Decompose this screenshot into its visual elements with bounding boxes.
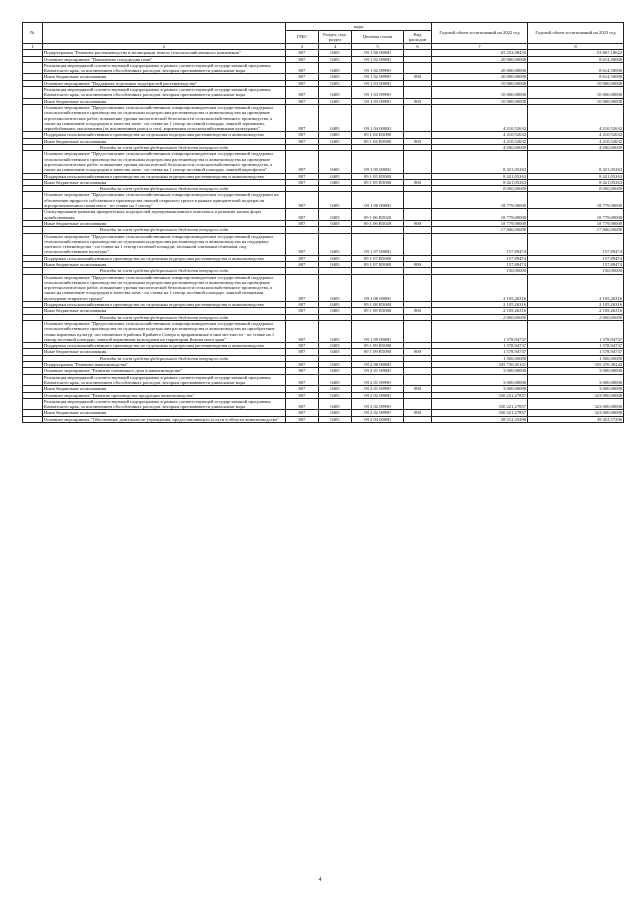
section-cell: 0405 [319,138,352,144]
target-cell: 09 1 09 R5080 [352,343,404,349]
table-row [23,209,624,221]
amount-2022-cell: 4 210,52632 [432,104,528,131]
grbs-cell: 807 [286,349,319,355]
amount-2023-cell: 335 470,30244 [528,362,624,368]
table-row [23,62,624,74]
row-name-cell: Расходы за счет средств федерального бюджета текущего года [43,355,286,361]
target-cell: 09 1 02 09990 [352,62,404,74]
row-name-cell: Подпрограмма "Развитие растениеводства и мелиорации земель сельскохозяйственного назначения" [43,50,286,56]
amount-2022-cell: 1 578,94737 [432,343,528,349]
amount-2022-cell: 17 840,05000 [432,227,528,233]
type-cell [404,374,432,386]
target-cell: 09 1 07 00000 [352,233,404,255]
type-cell: 800 [404,410,432,416]
grbs-cell: 807 [286,274,319,301]
amount-2023-cell: 4 210,52632 [528,138,624,144]
row-name-cell: Расходы за счет средств федерального бюджета текущего года [43,145,286,151]
target-cell: 09 1 08 R5080 [352,308,404,314]
section-cell: 0405 [319,80,352,86]
grbs-cell: 807 [286,261,319,267]
section-cell: 0405 [319,343,352,349]
amount-2023-cell: 10 000,00000 [528,80,624,86]
type-cell: 800 [404,220,432,226]
grbs-cell: 807 [286,220,319,226]
row-name-cell: Основное мероприятие "Обеспечение деятельности учреждения, предоставляющего услуги в области животноводства" [43,416,286,422]
target-cell: 09 1 05 R5080 [352,179,404,185]
amount-2022-cell: 2 105,26316 [432,302,528,308]
table-row [23,320,624,342]
target-cell: 09 2 02 09990 [352,398,404,410]
amount-2022-cell: 18 779,00000 [432,220,528,226]
amount-2023-cell: 1 500,00000 [528,355,624,361]
table-header [23,23,624,50]
header-grbs: ГРБС [286,31,319,44]
amount-2023-cell: 3 000,00000 [528,374,624,386]
target-cell: 09 2 01 09990 [352,386,404,392]
grbs-cell: 807 [286,56,319,62]
header-year-2023: Годовой объем ассигнований на 2023 год [528,23,624,44]
row-name-cell: Иные бюджетные ассигнования [43,220,286,226]
target-cell: 09 1 03 09990 [352,87,404,99]
grbs-cell: 807 [286,87,319,99]
section-cell: 0405 [319,209,352,221]
amount-2023-cell: 39 452,57296 [528,416,624,422]
amount-2023-cell: 1 578,94737 [528,343,624,349]
amount-2023-cell: 323 000,00000 [528,410,624,416]
grbs-cell: 807 [286,151,319,173]
amount-2023-cell: 8 000,00000 [528,186,624,192]
amount-2023-cell: 2 105,26316 [528,274,624,301]
grbs-cell: 807 [286,74,319,80]
row-number-cell [23,192,43,209]
header-num: 3 [286,44,319,50]
grbs-cell: 807 [286,374,319,386]
target-cell: 09 1 06 R5020 [352,220,404,226]
target-cell: 09 1 09 R5080 [352,349,404,355]
header-type: Вид расходов [404,31,432,44]
row-name-cell: Стимулирование развития приоритетных подотраслей агропромышленного комплекса и развитие малых форм хозяйствования [43,209,286,221]
grbs-cell: 807 [286,343,319,349]
section-cell: 0405 [319,62,352,74]
amount-2022-cell: 1 578,94737 [432,349,528,355]
amount-2022-cell: 3 000,00000 [432,386,528,392]
grbs-cell: 807 [286,255,319,261]
amount-2022-cell: 157,89474 [432,233,528,255]
type-cell [404,274,432,301]
target-cell: 09 1 00 00000 [352,50,404,56]
amount-2023-cell: 18 779,00000 [528,192,624,209]
header-num: 8 [528,44,624,50]
amount-2023-cell: 323 000,00000 [528,398,624,410]
row-name-cell: Иные бюджетные ассигнования [43,98,286,104]
amount-2022-cell: 2 105,26316 [432,274,528,301]
section-cell: 0405 [319,98,352,104]
amount-2023-cell: 8 614,50000 [528,62,624,74]
row-number-cell [23,233,43,255]
table-row [23,87,624,99]
target-cell: 09 1 02 09990 [352,74,404,80]
target-cell: 09 2 02 09990 [352,410,404,416]
amount-2023-cell: 323 000,00000 [528,392,624,398]
row-name-cell: Иные бюджетные ассигнования [43,308,286,314]
section-cell: 0405 [319,320,352,342]
amount-2022-cell: 150,00000 [432,268,528,274]
section-cell: 0405 [319,308,352,314]
amount-2023-cell: 10 000,00000 [528,98,624,104]
amount-2023-cell: 2 105,26316 [528,302,624,308]
grbs-cell: 807 [286,138,319,144]
table-row [23,374,624,386]
amount-2022-cell: 330 221,27857 [432,392,528,398]
row-name-cell: Основное мероприятие "Предоставление сельскохозяйственным товаропроизводителям государственной поддержки сельскохозяйственного производства по отдельным подотраслям растениеводства и животноводства на проведение агротехнологических работ, повышение уровня экологической безопасности сельскохозяйственного производства, а также на повышение плодородия и качества почв - по ставке на 1 гектар посевной площади, занятой зерновыми, зернобобовыми, масличными (за исключением рапса и сои), кормовыми сельскохозяйственными культурами" [43,104,286,131]
amount-2022-cell: 4 210,52632 [432,138,528,144]
section-cell: 0405 [319,368,352,374]
amount-2023-cell: 1 578,94737 [528,349,624,355]
target-cell: 09 1 06 R5020 [352,209,404,221]
section-cell: 0405 [319,220,352,226]
table-row [23,233,624,255]
row-name-cell: Основное мероприятие "Предоставление сельскохозяйственным товаропроизводителям государственной поддержки сельскохозяйственного производства по отдельным подотраслям растениеводства и животноводства на проведение агротехнологических работ, повышение уровня экологической безопасности сельскохозяйственного производства, а также на повышение плодородия и качества почв - по ставке на 1 гектар посевной площади, занятой картофелем" [43,151,286,173]
section-cell: 0405 [319,233,352,255]
table-row [23,274,624,301]
row-name-cell: Основное мероприятие "Повышение плодородия почв" [43,56,286,62]
target-cell: 09 2 01 09990 [352,374,404,386]
grbs-cell: 807 [286,233,319,255]
grbs-cell: 807 [286,308,319,314]
row-name-cell: Основное мероприятие "Развитие племенного дела в животноводстве" [43,368,286,374]
amount-2022-cell: 1 500,00000 [432,355,528,361]
row-number-cell [23,320,43,342]
target-cell: 09 1 07 R5080 [352,255,404,261]
amount-2022-cell: 8 421,05263 [432,151,528,173]
grbs-cell: 807 [286,392,319,398]
amount-2023-cell: 3 000,00000 [528,368,624,374]
header-num: 5 [352,44,404,50]
type-cell [404,416,432,422]
header-num: 6 [404,44,432,50]
header-codes: коды [286,23,432,31]
row-name-cell: Иные бюджетные ассигнования [43,386,286,392]
section-cell: 0405 [319,87,352,99]
amount-2022-cell: 157,89474 [432,261,528,267]
section-cell: 0405 [319,416,352,422]
amount-2023-cell: 53 867,18622 [528,50,624,56]
table-row [23,192,624,209]
amount-2022-cell: 65 252,08433 [432,50,528,56]
grbs-cell: 807 [286,132,319,138]
amount-2023-cell: 2 105,26316 [528,308,624,314]
type-cell [404,87,432,99]
amount-2023-cell: 4 210,52632 [528,104,624,131]
section-cell: 0405 [319,362,352,368]
type-cell [404,209,432,221]
row-name-cell: Иные бюджетные ассигнования [43,74,286,80]
amount-2022-cell: 345 750,45101 [432,362,528,368]
row-name-cell: Поддержка сельскохозяйственного производства по отдельным подотраслям растениеводства и животноводства [43,255,286,261]
grbs-cell: 807 [286,50,319,56]
section-cell: 0405 [319,151,352,173]
section-cell: 0405 [319,192,352,209]
row-name-cell: Поддержка сельскохозяйственного производства по отдельным подотраслям растениеводства и животноводства [43,302,286,308]
grbs-cell: 807 [286,173,319,179]
amount-2022-cell: 8 000,00000 [432,186,528,192]
grbs-cell: 807 [286,386,319,392]
amount-2023-cell: 2 000,00000 [528,314,624,320]
grbs-cell: 807 [286,320,319,342]
row-number-cell [23,209,43,221]
section-cell: 0405 [319,392,352,398]
grbs-cell: 807 [286,410,319,416]
row-name-cell: Основное мероприятие "Предоставление сельскохозяйственным товаропроизводителям государственной поддержки сельскохозяйственного производства по отдельным подотраслям растениеводства и животноводства на проведение агротехнологических работ, повышение уровня экологической безопасности сельскохозяйственного производства, а также на повышение плодородия и качества почв - по ставке на 1 гектар посевной площади, занятой овощными культурами открытого грунта" [43,274,286,301]
row-name-cell: Основное мероприятие "Предоставление сельскохозяйственным товаропроизводителям государственной поддержки сельскохозяйственного производства по отдельным подотраслям растениеводства и животноводства на поддержку элитного семеноводства - по ставке на 1 гектар посевной площади, засеянной элитными семенами, под сельскохозяйственные культуры" [43,233,286,255]
type-cell [404,104,432,131]
header-target: Целевая статья [352,31,404,44]
section-cell: 0405 [319,255,352,261]
target-cell: 09 1 06 00000 [352,192,404,209]
type-cell: 800 [404,98,432,104]
row-name-cell: Расходы за счет средств федерального бюджета текущего года [43,186,286,192]
amount-2022-cell: 8 421,05263 [432,173,528,179]
amount-2022-cell: 10 000,00000 [432,80,528,86]
amount-2022-cell: 3 000,00000 [432,368,528,374]
row-number-cell [23,374,43,386]
row-number-cell [23,416,43,422]
grbs-cell: 807 [286,179,319,185]
amount-2022-cell: 330 221,27857 [432,410,528,416]
row-number-cell [23,87,43,99]
row-name-cell: Реализация мероприятий соответствующей подпрограммы в рамках соответствующей государственной программы Камчатского края, за исключением обособленных расходов, которым присваиваются уникальные коды [43,87,286,99]
target-cell: 09 2 01 00000 [352,368,404,374]
grbs-cell: 807 [286,416,319,422]
row-name-cell: Расходы за счет средств федерального бюджета текущего года [43,268,286,274]
row-name-cell: Основное мероприятие "Развитие производства продукции животноводства" [43,392,286,398]
row-name-cell: Основное мероприятие "Предоставление сельскохозяйственным товаропроизводителям государственной поддержки сельскохозяйственного производства по отдельным подотраслям растениеводства и животноводства на приобретение семян кормовых культур, поставляемых в районы Крайнего Севера и приравненные к ним местности - по ставке на 1 гектар посевной площади, занятой кормовыми культурами на территории Камчатского края" [43,320,286,342]
amount-2023-cell: 157,89474 [528,255,624,261]
row-number-cell [23,274,43,301]
row-name-cell: Поддержка сельскохозяйственного производства по отдельным подотраслям растениеводства и животноводства [43,132,286,138]
grbs-cell: 807 [286,302,319,308]
amount-2022-cell: 157,89474 [432,255,528,261]
row-name-cell: Иные бюджетные ассигнования [43,410,286,416]
section-cell: 0405 [319,104,352,131]
target-cell: 09 1 05 R5080 [352,173,404,179]
type-cell: 800 [404,138,432,144]
target-cell: 09 2 02 00000 [352,392,404,398]
target-cell: 09 1 09 00000 [352,320,404,342]
type-cell [404,62,432,74]
target-cell: 09 1 02 00000 [352,56,404,62]
grbs-cell: 807 [286,398,319,410]
grbs-cell: 807 [286,98,319,104]
amount-2023-cell: 8 421,05263 [528,151,624,173]
table-row [23,398,624,410]
target-cell: 09 1 04 R5080 [352,138,404,144]
grbs-cell: 807 [286,192,319,209]
amount-2023-cell: 1 578,94737 [528,320,624,342]
section-cell: 0405 [319,349,352,355]
table-row [23,416,624,422]
amount-2022-cell: 20 000,00000 [432,56,528,62]
type-cell [404,398,432,410]
table-row [23,151,624,173]
amount-2022-cell: 4 210,52632 [432,132,528,138]
table-body [23,50,624,423]
amount-2023-cell: 4 000,00000 [528,145,624,151]
amount-2022-cell: 1 578,94737 [432,320,528,342]
amount-2022-cell: 8 421,05263 [432,179,528,185]
row-name-cell: Иные бюджетные ассигнования [43,138,286,144]
grbs-cell: 807 [286,209,319,221]
amount-2022-cell: 10 000,00000 [432,98,528,104]
amount-2023-cell: 150,00000 [528,268,624,274]
grbs-cell: 807 [286,80,319,86]
section-cell: 0405 [319,386,352,392]
row-name-cell: Основное мероприятие "Предоставление сельскохозяйственным товаропроизводителям государственной поддержки на обеспечение прироста собственного производства овощей открытого грунта в рамках приоритетной подотрасли агропромышленного комплекса - по ставке на 1 гектар" [43,192,286,209]
section-cell: 0405 [319,410,352,416]
amount-2023-cell: 8 614,50000 [528,56,624,62]
amount-2023-cell: 18 779,00000 [528,209,624,221]
row-name-cell: Иные бюджетные ассигнования [43,349,286,355]
row-name-cell: Основное мероприятие "Поддержка отдельных подотраслей растениеводства" [43,80,286,86]
amount-2022-cell: 330 221,27857 [432,398,528,410]
target-cell: 09 2 00 00000 [352,362,404,368]
header-year-2022: Годовой объем ассигнований на 2022 год [432,23,528,44]
amount-2023-cell: 8 614,50000 [528,74,624,80]
amount-2022-cell: 38 512,33298 [432,416,528,422]
amount-2022-cell: 2 000,00000 [432,314,528,320]
row-number-cell [23,104,43,131]
amount-2022-cell: 10 000,00000 [432,87,528,99]
amount-2023-cell: 4 210,52632 [528,132,624,138]
header-num: 7 [432,44,528,50]
section-cell: 0405 [319,398,352,410]
grbs-cell: 807 [286,62,319,74]
row-name-cell: Иные бюджетные ассигнования [43,261,286,267]
amount-2022-cell: 20 000,00000 [432,74,528,80]
row-name-cell: Реализация мероприятий соответствующей подпрограммы в рамках соответствующей государственной программы Камчатского края, за исключением обособленных расходов, которым присваиваются уникальные коды [43,374,286,386]
amount-2023-cell: 10 000,00000 [528,87,624,99]
target-cell: 09 1 04 R5080 [352,132,404,138]
section-cell: 0405 [319,50,352,56]
target-cell: 09 1 08 00000 [352,274,404,301]
row-number-cell [23,398,43,410]
amount-2022-cell: 2 105,26316 [432,308,528,314]
amount-2023-cell: 157,89474 [528,233,624,255]
target-cell: 09 1 03 00000 [352,80,404,86]
type-cell: 800 [404,308,432,314]
type-cell: 800 [404,386,432,392]
section-cell: 0405 [319,179,352,185]
row-name-cell: Реализация мероприятий соответствующей подпрограммы в рамках соответствующей государственной программы Камчатского края, за исключением обособленных расходов, которым присваиваются уникальные коды [43,62,286,74]
section-cell: 0405 [319,173,352,179]
type-cell: 800 [404,179,432,185]
header-num: 1 [23,44,43,50]
type-cell [404,320,432,342]
amount-2022-cell: 3 000,00000 [432,374,528,386]
type-cell [404,192,432,209]
header-no: № [23,23,43,44]
type-cell: 800 [404,349,432,355]
target-cell: 09 1 05 00000 [352,151,404,173]
header-num: 2 [43,44,286,50]
amount-2023-cell: 18 779,00000 [528,220,624,226]
row-number-cell [23,62,43,74]
section-cell: 0405 [319,374,352,386]
row-name-cell: Иные бюджетные ассигнования [43,179,286,185]
grbs-cell: 807 [286,368,319,374]
amount-2022-cell: 18 779,00000 [432,192,528,209]
table-row [23,104,624,131]
target-cell: 09 1 04 00000 [352,104,404,131]
section-cell: 0405 [319,132,352,138]
target-cell: 09 1 08 R5080 [352,302,404,308]
amount-2023-cell: 8 421,05263 [528,179,624,185]
header-section: Раздел, под- раздел [319,31,352,44]
type-cell: 800 [404,74,432,80]
page-number: 4 [318,877,322,883]
section-cell: 0405 [319,274,352,301]
header-name [43,23,286,44]
section-cell: 0405 [319,74,352,80]
type-cell [404,233,432,255]
target-cell: 09 2 04 00000 [352,416,404,422]
amount-2023-cell: 17 840,05000 [528,227,624,233]
amount-2022-cell: 18 779,00000 [432,209,528,221]
section-cell: 0405 [319,261,352,267]
amount-2022-cell: 4 000,00000 [432,145,528,151]
section-cell: 0405 [319,56,352,62]
row-name-cell: Расходы за счет средств федерального бюджета текущего года [43,314,286,320]
row-number-cell [23,151,43,173]
target-cell: 09 1 07 R5080 [352,261,404,267]
section-cell: 0405 [319,302,352,308]
budget-table [22,22,624,423]
target-cell: 09 1 03 09990 [352,98,404,104]
grbs-cell: 807 [286,104,319,131]
header-num: 4 [319,44,352,50]
row-name-cell: Расходы за счет средств федерального бюджета текущего года [43,227,286,233]
row-name-cell: Поддержка сельскохозяйственного производства по отдельным подотраслям растениеводства и животноводства [43,173,286,179]
type-cell: 800 [404,261,432,267]
amount-2023-cell: 3 000,00000 [528,386,624,392]
amount-2022-cell: 20 000,00000 [432,62,528,74]
row-name-cell: Реализация мероприятий соответствующей подпрограммы в рамках соответствующей государственной программы Камчатского края, за исключением обособленных расходов, которым присваиваются уникальные коды [43,398,286,410]
amount-2023-cell: 8 421,05263 [528,173,624,179]
grbs-cell: 807 [286,362,319,368]
row-name-cell: Подпрограмма "Развитие животноводства" [43,362,286,368]
amount-2023-cell: 157,89474 [528,261,624,267]
type-cell [404,151,432,173]
row-name-cell: Поддержка сельскохозяйственного производства по отдельным подотраслям растениеводства и животноводства [43,343,286,349]
